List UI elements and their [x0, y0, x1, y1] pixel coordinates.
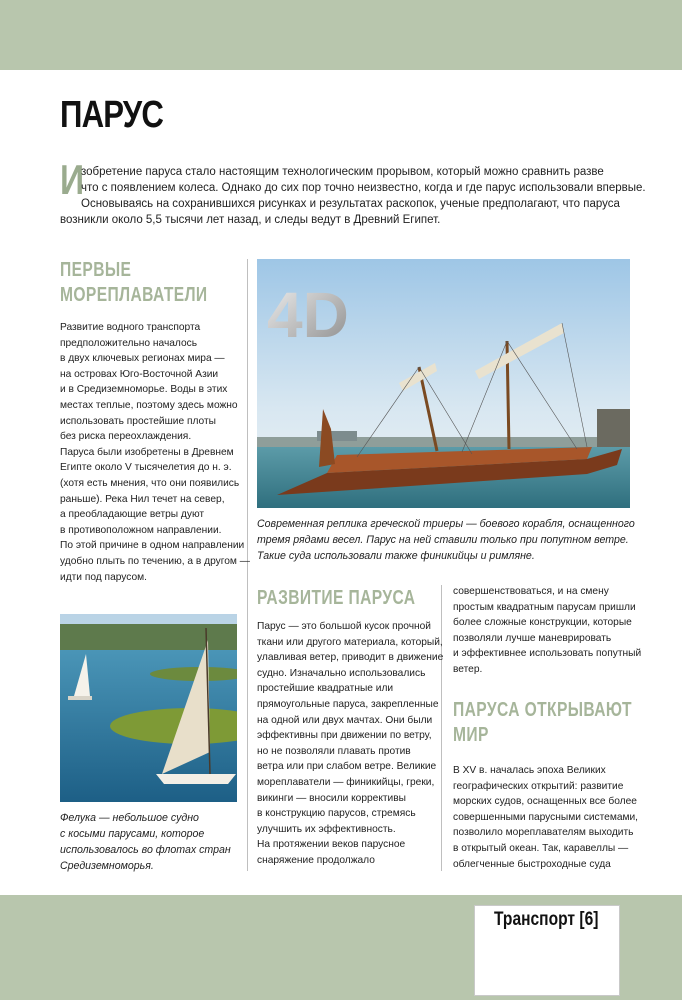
page-footer-label [494, 909, 598, 931]
trireme-caption [257, 516, 635, 564]
caption-line: Современная реплика греческой триеры — боевого корабля, оснащенного [257, 518, 635, 530]
sail-development-text [257, 619, 443, 869]
text-line: судно. Изначально использовались [257, 667, 426, 679]
text-line: улучшить их эффективность. [257, 823, 396, 835]
intro-paragraph [60, 164, 646, 228]
text-line: простым квадратным парусам пришли [453, 601, 636, 613]
text-line: викинги — вносили коррективы [257, 792, 406, 804]
sails-open-world-text [453, 763, 638, 872]
text-line: совершенствоваться, и на смену [453, 586, 609, 597]
text-line: в противоположном направлении. [60, 524, 222, 536]
text-line: на одной или двух мачтах. Они были [257, 714, 433, 726]
text-line: ветер. [453, 663, 483, 675]
text-line: использовать простейшие плоты [60, 415, 216, 427]
text-line: географических открытий: развитие [453, 780, 624, 792]
top-color-band [0, 0, 682, 70]
text-line: более сложные конструкции, которые [453, 617, 632, 629]
text-line: эффективны при движении по ветру, [257, 730, 432, 742]
text-line: на островах Юго-Восточной Азии [60, 368, 219, 380]
text-line: позволяли лучше маневрировать [453, 632, 612, 644]
text-line: Развитие водного транспорта [60, 322, 201, 333]
text-line: облегченные быстроходные суда [453, 858, 611, 870]
text-line: морских судов, оснащенных все более [453, 796, 637, 808]
text-line: улавливая ветер, приводит в движение [257, 652, 444, 664]
trireme-photo [257, 259, 630, 508]
text-line: совершенными парусными системами, [453, 811, 639, 823]
text-line: и эффективнее использовать попутный [453, 648, 642, 660]
logo-4d-digit: 4D [267, 279, 349, 351]
intro-line: возникли около 5,5 тысячи лет назад, и следы ведут в Древний Египет. [60, 214, 441, 226]
text-line: в открытый океан. Так, каравеллы — [453, 842, 629, 854]
text-line: простейшие квадратные или [257, 683, 394, 695]
sail-development-continued-text [453, 584, 641, 678]
intro-line: зобретение паруса стало настоящим технологическим прорывом, который можно сравнить разве [81, 166, 604, 178]
text-line: но не позволяли плавать против [257, 745, 411, 757]
text-line: в конструкцию парусов, стремясь [257, 808, 416, 820]
caption-line: с косыми парусами, которое [60, 828, 205, 840]
text-line: (хотя есть мнения, что они появились [60, 477, 240, 489]
section-heading-sails-open-world [453, 698, 632, 748]
caption-line: использовалось во флотах стран [60, 844, 231, 856]
section-heading-sail-development: РАЗВИТИЕ ПАРУСА [257, 587, 416, 609]
text-line: предположительно началось [60, 337, 198, 349]
text-line: и в Средиземноморье. Воды в этих [60, 384, 228, 396]
heading-line: МИР [453, 724, 489, 746]
section-label: Транспорт [494, 909, 576, 930]
intro-line: Основываясь на сохранившихся рисунках и результатах раскопок, ученые предполагают, что паруса [81, 198, 620, 210]
text-line: идти под парусом. [60, 571, 147, 583]
first-seafarers-text [60, 320, 250, 585]
heading-line: МОРЕПЛАВАТЕЛИ [60, 284, 208, 306]
heading-line: ПАРУСА ОТКРЫВАЮТ [453, 699, 632, 721]
heading-line: ПЕРВЫЕ [60, 259, 132, 281]
text-line: местах теплые, поэтому здесь можно [60, 399, 238, 411]
section-heading-first-seafarers [60, 258, 208, 308]
text-line: Парус — это большой кусок прочной [257, 621, 431, 632]
text-line: мореплаватели — финикийцы, греки, [257, 776, 435, 788]
text-line: в двух ключевых регионах мира — [60, 353, 225, 365]
page-number: [6] [579, 909, 599, 930]
text-line: снаряжение продолжало [257, 854, 375, 866]
page-title: ПАРУС [60, 94, 164, 136]
text-line: позволило мореплавателям выходить [453, 827, 634, 839]
text-line: Паруса были изобретены в Древнем [60, 446, 234, 458]
caption-line: Такие суда использовали также финикийцы и римляне. [257, 550, 535, 562]
text-line: раньше). Река Нил течет на север, [60, 493, 225, 505]
caption-line: тремя рядами весел. Парус на ней ставили только при попутном ветре. [257, 534, 629, 546]
felucca-photo [60, 614, 237, 802]
text-line: ветра или при слабом ветре. Великие [257, 761, 437, 773]
text-line: По этой причине в одном направлении [60, 540, 245, 552]
felucca-caption [60, 810, 231, 874]
text-line: В XV в. началась эпоха Великих [453, 765, 606, 776]
caption-line: Средиземноморья. [60, 860, 154, 872]
text-line: Египте около V тысячелетия до н. э. [60, 462, 232, 474]
text-line: а преобладающие ветры дуют [60, 509, 205, 521]
text-line: удобно плыть по течению, а в другом — [60, 555, 250, 567]
intro-line: что с появлением колеса. Однако до сих пор точно неизвестно, когда и где парус использовали впервые. [81, 182, 646, 194]
text-line: На протяжении веков парусное [257, 839, 406, 851]
caption-line: Фелука — небольшое судно [60, 812, 199, 824]
drop-cap: И [60, 156, 85, 203]
text-line: без риска переохлаждения. [60, 431, 192, 443]
text-line: ткани или другого материала, который, [257, 636, 443, 648]
text-line: прямоугольные паруса, закрепленные [257, 698, 439, 710]
